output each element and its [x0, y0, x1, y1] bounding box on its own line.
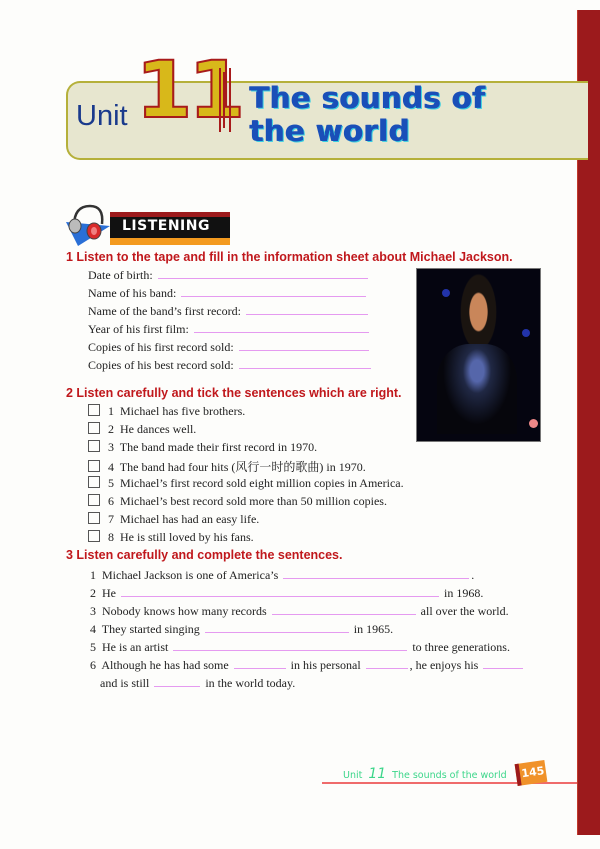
tick-checkbox[interactable] [88, 476, 100, 488]
answer-blank[interactable] [194, 322, 369, 333]
sentence-text: , he enjoys his [409, 658, 479, 672]
sentence-2 [90, 586, 483, 601]
jacket-shape [437, 344, 517, 434]
tick-item [88, 404, 245, 419]
answer-blank[interactable] [239, 340, 369, 351]
tick-checkbox[interactable] [88, 512, 100, 524]
sentence-text: Michael Jackson is one of America’s [102, 568, 279, 582]
sentence-6 [90, 658, 525, 673]
item-text: The band had four hits (风行一时的歌曲) in 1970. [119, 460, 366, 474]
answer-blank[interactable] [121, 586, 439, 597]
field-label: Name of the band’s first record: [88, 304, 241, 318]
tick-checkbox[interactable] [88, 422, 100, 434]
tick-item [88, 458, 366, 475]
tick-item [88, 530, 254, 545]
sentence-text: in 1965. [353, 622, 394, 636]
sentence-text: Nobody knows how many records [102, 604, 267, 618]
sentence-5 [90, 640, 510, 655]
field-label: Copies of his best record sold: [88, 358, 234, 372]
stage-light [522, 329, 530, 337]
sentence-text: and is still [100, 676, 150, 690]
item-number: 4 [108, 460, 114, 474]
decoration-dot [529, 419, 538, 428]
item-number: 8 [108, 530, 114, 544]
field-label: Date of birth: [88, 268, 153, 282]
item-text: Michael’s first record sold eight million copies in America. [120, 476, 404, 490]
answer-blank[interactable] [158, 268, 368, 279]
tick-checkbox[interactable] [88, 404, 100, 416]
answer-blank[interactable] [181, 286, 366, 297]
page-number-badge: 145 [515, 760, 548, 786]
sentence-text: He [102, 586, 116, 600]
sentence-number: 1 [90, 568, 96, 582]
sentence-number: 3 [90, 604, 96, 618]
stage-light [442, 289, 450, 297]
unit-number: 11 [135, 46, 242, 136]
michael-jackson-photo [416, 268, 541, 442]
unit-title [250, 82, 486, 148]
answer-blank[interactable] [173, 640, 407, 651]
field-first-film [88, 322, 371, 337]
answer-blank[interactable] [234, 658, 286, 669]
field-date-of-birth [88, 268, 370, 283]
sentence-1 [90, 568, 474, 583]
tick-item [88, 476, 404, 491]
sentence-number: 2 [90, 586, 96, 600]
field-first-record [88, 304, 370, 319]
answer-blank[interactable] [239, 358, 371, 369]
exercise-2-title: 2 Listen carefully and tick the sentences which are right. [66, 386, 402, 400]
field-band-name [88, 286, 368, 301]
answer-blank[interactable] [246, 304, 368, 315]
listening-label: LISTENING [122, 218, 210, 234]
answer-blank[interactable] [154, 676, 200, 687]
item-number: 7 [108, 512, 114, 526]
answer-blank[interactable] [205, 622, 349, 633]
item-number: 3 [108, 440, 114, 454]
tick-checkbox[interactable] [88, 494, 100, 506]
field-label: Name of his band: [88, 286, 177, 300]
tick-item [88, 512, 259, 527]
sentence-4 [90, 622, 393, 637]
footer-title: The sounds of the world [392, 770, 507, 781]
unit-label: Unit [76, 100, 128, 132]
tick-checkbox[interactable] [88, 440, 100, 452]
field-label: Copies of his first record sold: [88, 340, 234, 354]
answer-blank[interactable] [366, 658, 408, 669]
item-number: 5 [108, 476, 114, 490]
item-number: 1 [108, 404, 114, 418]
field-first-record-copies [88, 340, 371, 355]
sentence-text: in his personal [290, 658, 361, 672]
sentence-text: to three generations. [412, 640, 510, 654]
tick-item [88, 494, 387, 509]
sentence-number: 4 [90, 622, 96, 636]
answer-blank[interactable] [483, 658, 523, 669]
item-text: He dances well. [120, 422, 197, 436]
sentence-text: in 1968. [444, 586, 484, 600]
tick-checkbox[interactable] [88, 530, 100, 542]
item-number: 6 [108, 494, 114, 508]
sentence-text: He is an artist [102, 640, 169, 654]
sentence-text: in the world today. [205, 676, 296, 690]
item-text: Michael has had an easy life. [120, 512, 260, 526]
footer-unit-label: Unit [343, 770, 363, 781]
sentence-3 [90, 604, 509, 619]
sentence-text: Although he has had some [101, 658, 229, 672]
sentence-number: 6 [90, 658, 96, 672]
footer-running-title [343, 766, 507, 782]
item-number: 2 [108, 422, 114, 436]
tick-item [88, 422, 196, 437]
tick-item [88, 440, 317, 455]
field-label: Year of his first film: [88, 322, 189, 336]
item-text: Michael has five brothers. [120, 404, 246, 418]
item-text: Michael’s best record sold more than 50 million copies. [120, 494, 387, 508]
tick-checkbox[interactable] [88, 460, 100, 472]
sentence-text: all over the world. [420, 604, 509, 618]
unit-title-line-1: The sounds of [250, 81, 486, 115]
unit-title-line-2: the world [250, 114, 411, 148]
exercise-1-title: 1 Listen to the tape and fill in the information sheet about Michael Jackson. [66, 250, 513, 264]
headphones-icon [64, 204, 112, 246]
field-best-record-copies [88, 358, 373, 373]
footer-unit-number: 11 [368, 766, 387, 782]
sentence-number: 5 [90, 640, 96, 654]
answer-blank[interactable] [272, 604, 416, 615]
listening-banner [64, 204, 234, 246]
exercise-3-title: 3 Listen carefully and complete the sentences. [66, 548, 343, 562]
sentence-text: . [471, 568, 475, 582]
sentence-text: They started singing [101, 622, 200, 636]
sentence-6-continued [100, 676, 295, 691]
unit-number-decoration [219, 68, 231, 132]
item-text: The band made their first record in 1970. [119, 440, 318, 454]
answer-blank[interactable] [283, 568, 469, 579]
item-text: He is still loved by his fans. [120, 530, 254, 544]
